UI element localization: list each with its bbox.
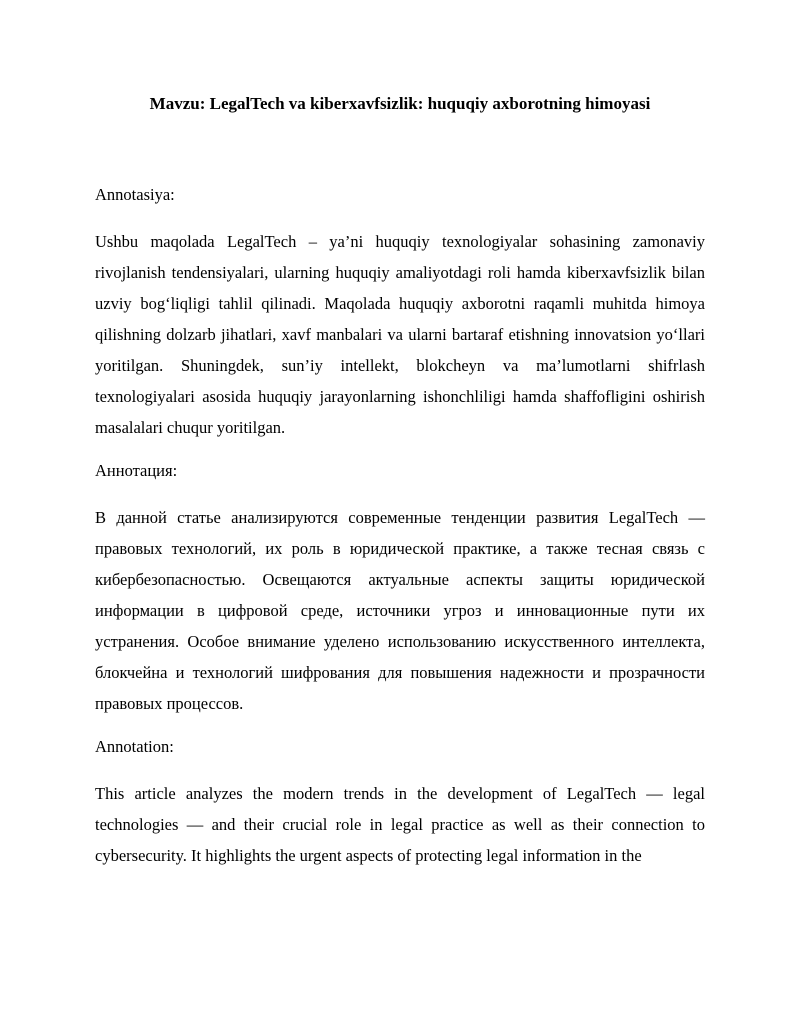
section-heading-en: Annotation:: [95, 737, 174, 756]
document-body: [95, 183, 705, 871]
abstract-paragraph-ru: В данной статье анализируются современные тенденции развития LegalTech — правовых технологий, их роль в юридической практике, а также тесная связь с кибербезопасностью. Освещаются актуальные аспекты защиты юридической информации в цифровой среде, источники угроз и инновационные пути их устранения. Особое внимание уделено использованию искусственного интеллекта, блокчейна и технологий шифрования для повышения надежности и прозрачности правовых процессов.: [95, 508, 705, 713]
section-heading-uz: Annotasiya:: [95, 185, 175, 204]
abstract-paragraph-uz: Ushbu maqolada LegalTech – ya’ni huquqiy texnologiyalar sohasining zamonaviy rivojlanish tendensiyalari, ularning huquqiy amaliyotdagi roli hamda kiberxavfsizlik bilan uzviy bog‘liqligi tahlil qilinadi. Maqolada huquqiy axborotni raqamli muhitda himoya qilishning dolzarb jihatlari, xavf manbalari va ularni bartaraf etishning innovatsion yo‘llari yoritilgan. Shuningdek, sun’iy intellekt, blokcheyn va ma’lumotlarni shifrlash texnologiyalari asosida huquqiy jarayonlarning ishonchliligi hamda shaffofligini oshirish masalalari chuqur yoritilgan.: [95, 232, 705, 437]
section-heading-ru: Аннотация:: [95, 461, 178, 480]
document-title: Mavzu: LegalTech va kiberxavfsizlik: huquqiy axborotning himoyasi: [149, 94, 651, 113]
abstract-paragraph-en: This article analyzes the modern trends in the development of LegalTech — legal technologies — and their crucial role in legal practice as well as their connection to cybersecurity. It highlights the urgent aspects of protecting legal information in the: [95, 784, 705, 865]
